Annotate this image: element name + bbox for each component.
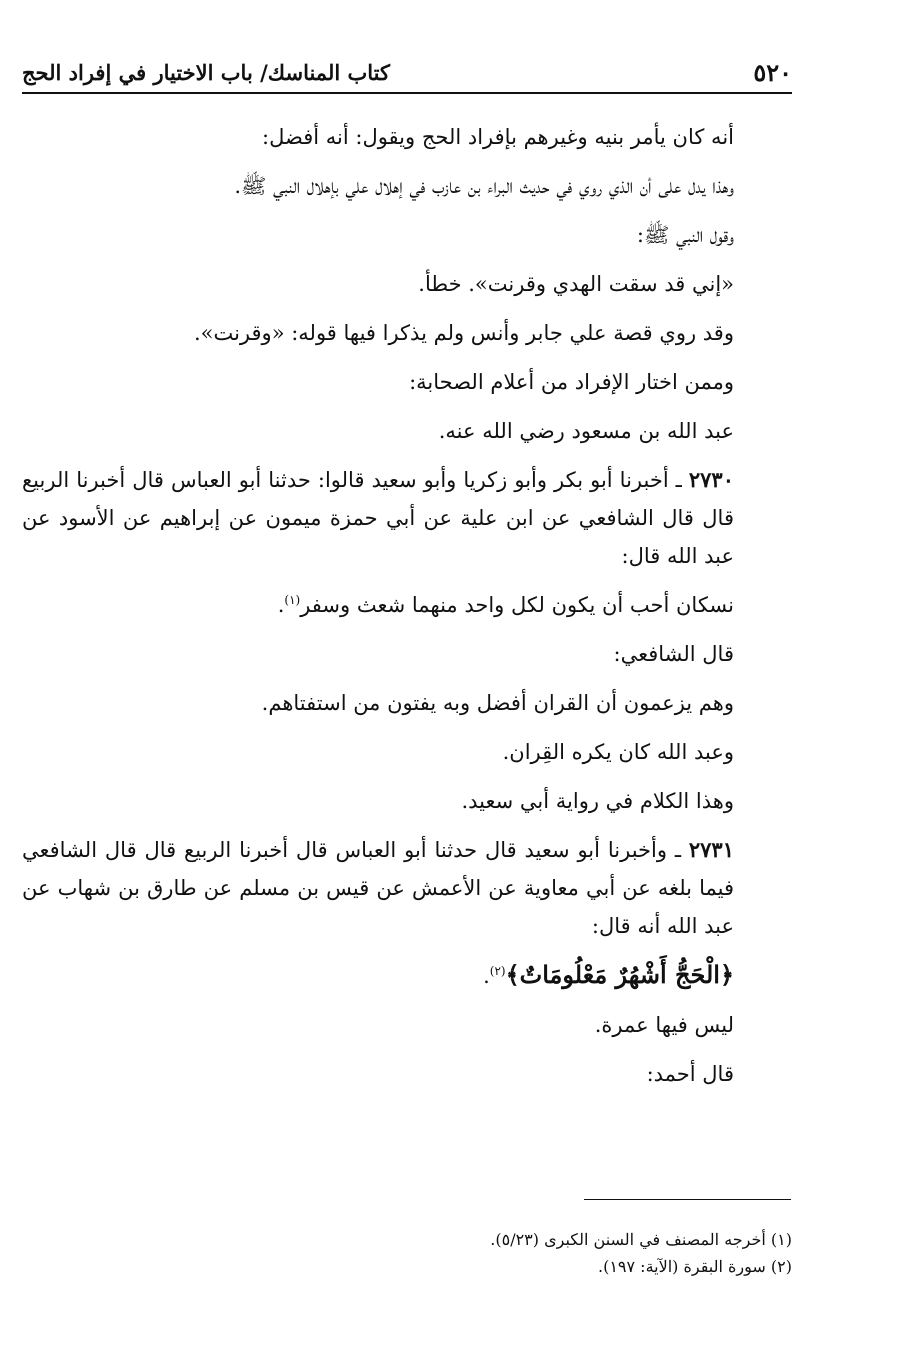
hadith-2731 xyxy=(22,831,792,945)
paragraph-4: «إني قد سقت الهدي وقرنت». خطأ. xyxy=(418,272,734,296)
quran-verse: ﴿الْحَجُّ أَشْهُرٌ مَعْلُومَاتٌ﴾ xyxy=(505,960,734,989)
footnote-ref-2: (٢) xyxy=(489,964,506,978)
hadith-2730 xyxy=(22,461,792,575)
paragraph-9: قال الشافعي: xyxy=(613,642,734,666)
main-text xyxy=(22,118,792,1104)
quran-quote xyxy=(22,956,792,995)
paragraph-13: ليس فيها عمرة. xyxy=(594,1013,734,1037)
hadith-number: ٢٧٣١ xyxy=(688,837,734,862)
footnote-1: (١) أخرجه المصنف في السنن الكبرى (٥/٢٣). xyxy=(490,1230,792,1249)
paragraph-12: وهذا الكلام في رواية أبي سعيد. xyxy=(461,789,734,813)
footnote-2: (٢) سورة البقرة (الآية: ١٩٧). xyxy=(597,1257,792,1276)
running-title: كتاب المناسك/ باب الاختيار في إفراد الحج xyxy=(22,60,390,85)
paragraph-8-text: نسكان أحب أن يكون لكل واحد منهما شعث وسفر xyxy=(300,593,734,617)
paragraph-10: وهم يزعمون أن القران أفضل وبه يفتون من استفتاهم. xyxy=(261,691,734,715)
paragraph-8 xyxy=(22,586,792,624)
paragraph-2: وهذا يدل على أن الذي روي في حديث البراء بن عازب في إهلال علي بإهلال النبي ﷺ. xyxy=(234,174,734,198)
paragraph-11: وعبد الله كان يكره القِران. xyxy=(502,740,734,764)
paragraph-6: وممن اختار الإفراد من أعلام الصحابة: xyxy=(409,370,734,394)
page-header xyxy=(22,58,792,94)
paragraph-3: وقول النبي ﷺ: xyxy=(636,223,734,247)
paragraph-7: عبد الله بن مسعود رضي الله عنه. xyxy=(438,419,734,443)
page-number: ٥٢٠ xyxy=(753,58,792,87)
footnotes xyxy=(22,1226,792,1280)
hadith-text: ـ وأخبرنا أبو سعيد قال حدثنا أبو العباس قال أخبرنا الربيع قال قال الشافعي فيما بلغه عن أبي معاوية عن الأعمش عن قيس بن مسلم عن طارق بن شهاب عن عبد الله أنه قال: xyxy=(22,838,734,938)
footnote-ref-1: (١) xyxy=(284,593,301,607)
hadith-text: ـ أخبرنا أبو بكر وأبو زكريا وأبو سعيد قالوا: حدثنا أبو العباس قال أخبرنا الربيع قال قال الشافعي عن ابن علية عن أبي حمزة ميمون عن إبراهيم عن الأسود عن عبد الله قال: xyxy=(22,468,734,568)
paragraph-1: أنه كان يأمر بنيه وغيرهم بإفراد الحج ويقول: أنه أفضل: xyxy=(262,125,734,149)
paragraph-8-end: . xyxy=(277,593,285,617)
paragraph-14: قال أحمد: xyxy=(646,1062,734,1086)
quran-quote-end: . xyxy=(483,964,490,988)
footnote-divider xyxy=(584,1199,791,1200)
paragraph-5: وقد روي قصة علي جابر وأنس ولم يذكرا فيها قوله: «وقرنت». xyxy=(193,321,734,345)
hadith-number: ٢٧٣٠ xyxy=(688,467,734,492)
